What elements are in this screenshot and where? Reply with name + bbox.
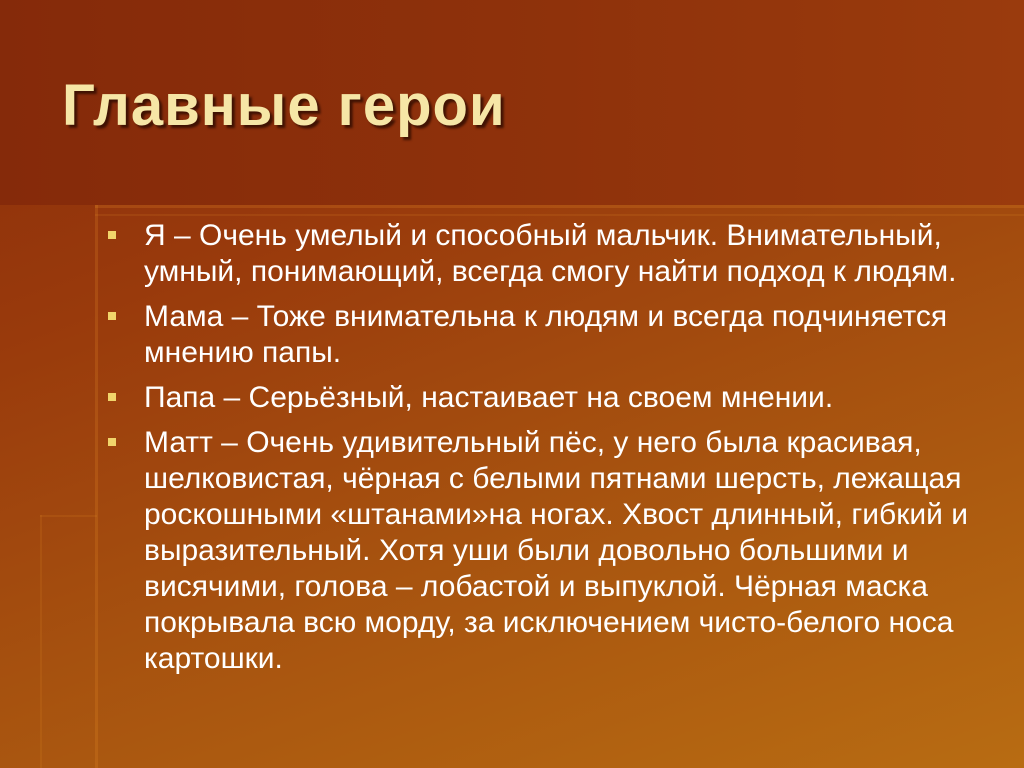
bullet-item bbox=[108, 218, 988, 290]
square-bullet-icon bbox=[108, 438, 116, 446]
decorative-line bbox=[40, 515, 42, 768]
bullet-text: Папа – Серьёзный, настаивает на своем мнении. bbox=[144, 381, 834, 414]
bullet-text: Матт – Очень удивительный пёс, у него была красивая, шелковистая, чёрная с белыми пятнами шерсть, лежащая роскошными «штанами»на ногах. Хвост длинный, гибкий и выразительный. Хотя уши были довольно большими и висячими, голова – лобастой и выпуклой. Чёрная маска покрывала всю морду, за исключением чисто-белого носа картошки. bbox=[144, 426, 968, 675]
decorative-line bbox=[95, 214, 1024, 216]
decorative-line bbox=[40, 515, 97, 517]
bullet-list bbox=[108, 218, 988, 686]
decorative-line bbox=[95, 205, 1024, 208]
square-bullet-icon bbox=[108, 231, 116, 239]
bullet-text: Мама – Тоже внимательна к людям и всегда подчиняется мнению папы. bbox=[144, 300, 948, 369]
square-bullet-icon bbox=[108, 393, 116, 401]
decorative-line bbox=[95, 205, 98, 768]
bullet-item bbox=[108, 425, 988, 677]
bullet-item bbox=[108, 299, 988, 371]
bullet-text: Я – Очень умелый и способный мальчик. Внимательный, умный, понимающий, всегда смогу найти подход к людям. bbox=[144, 219, 957, 288]
square-bullet-icon bbox=[108, 312, 116, 320]
slide-title: Главные герои bbox=[62, 73, 506, 138]
bullet-item bbox=[108, 380, 988, 416]
